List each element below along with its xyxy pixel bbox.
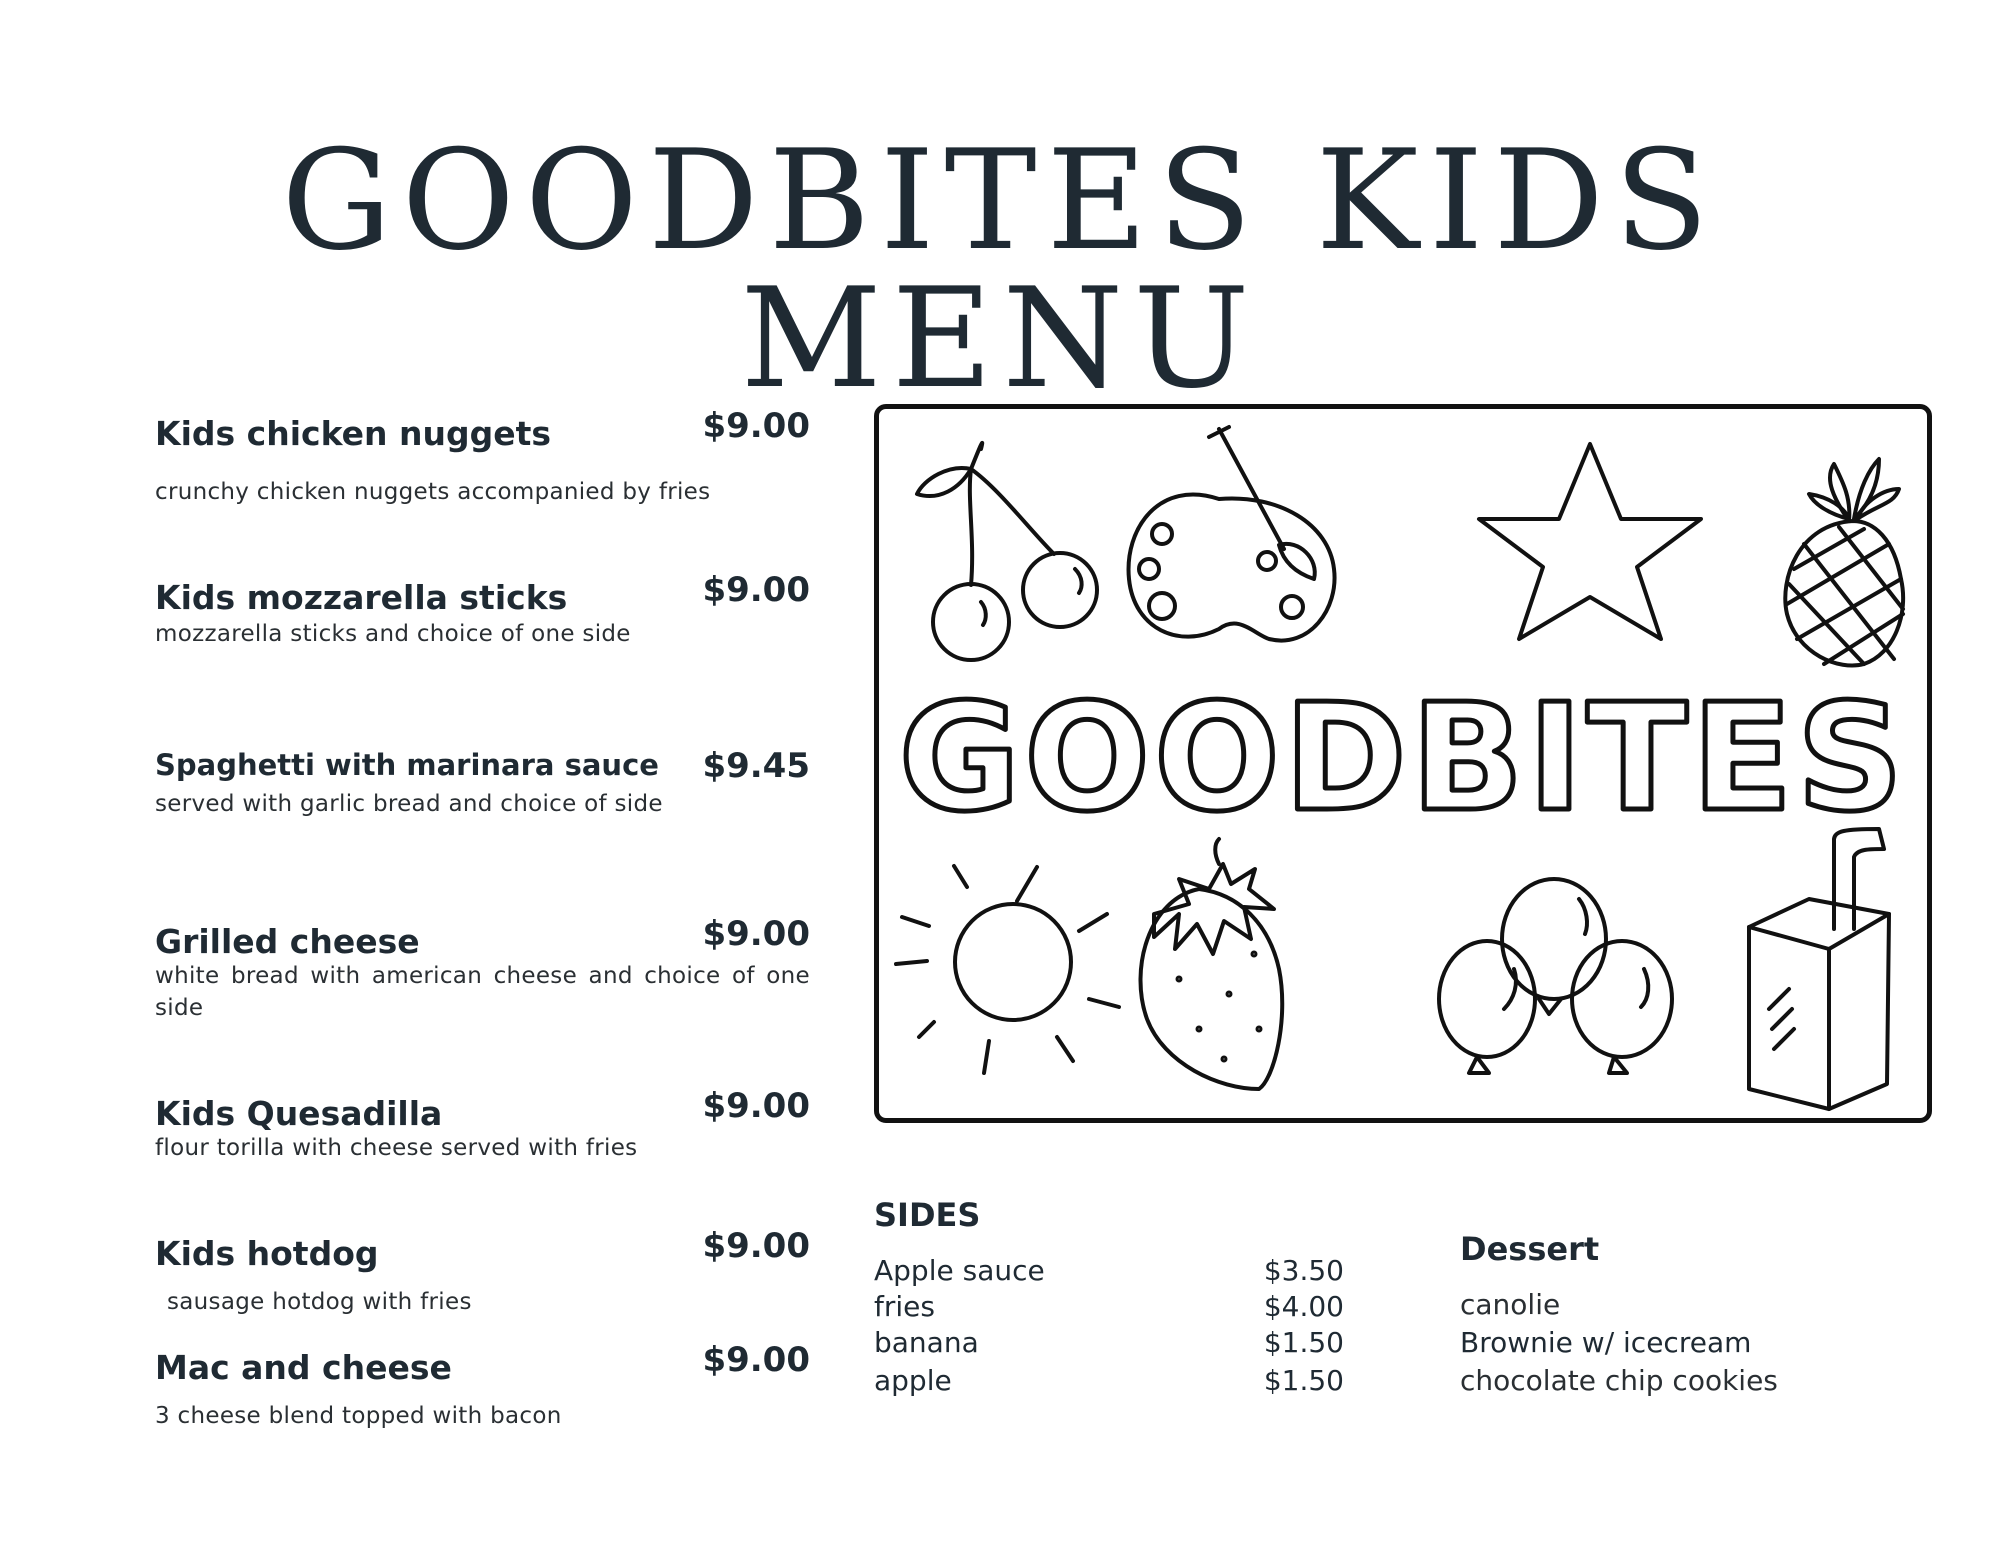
- item-price: $9.00: [702, 1226, 810, 1266]
- item-name: Mac and cheese: [155, 1348, 452, 1387]
- dessert-item: chocolate chip cookies: [1460, 1364, 1778, 1397]
- item-price: $9.00: [702, 406, 810, 446]
- side-name: Apple sauce: [874, 1254, 1045, 1287]
- sun-icon: [896, 866, 1119, 1073]
- dessert-item: Brownie w/ icecream: [1460, 1326, 1752, 1359]
- menu-item: [155, 1226, 810, 1324]
- menu-item: [155, 748, 810, 828]
- star-icon: [1479, 444, 1701, 639]
- logo-text: GOODBITES: [898, 672, 1908, 844]
- item-description: served with garlic bread and choice of side: [155, 791, 663, 817]
- menu-item: [155, 914, 810, 1032]
- strawberry-icon: [1140, 839, 1282, 1089]
- menu-item: [155, 406, 810, 514]
- item-name: Kids hotdog: [155, 1234, 379, 1273]
- item-price: $9.00: [702, 1340, 810, 1380]
- item-name: Kids mozzarella sticks: [155, 578, 568, 617]
- pineapple-icon: [1785, 459, 1903, 666]
- item-description: white bread with american cheese and choice of one side: [155, 963, 810, 1021]
- menu-item: [155, 570, 810, 658]
- side-price: $4.00: [1263, 1290, 1344, 1323]
- item-name: Spaghetti with marinara sauce: [155, 748, 659, 782]
- item-description: flour torilla with cheese served with fries: [155, 1135, 638, 1161]
- menu-item: [155, 1340, 810, 1438]
- side-price: $1.50: [1263, 1364, 1344, 1397]
- item-description: sausage hotdog with fries: [167, 1289, 472, 1315]
- side-name: apple: [874, 1364, 952, 1397]
- item-price: $9.00: [702, 914, 810, 954]
- illustration-box: [874, 404, 1932, 1123]
- dessert-title: Dessert: [1460, 1230, 1600, 1268]
- item-price: $9.45: [702, 746, 810, 786]
- page-title: GOODBITES KIDS MENU: [281, 120, 1719, 419]
- item-name: Kids chicken nuggets: [155, 414, 552, 453]
- palette-icon: [1129, 427, 1335, 641]
- side-name: banana: [874, 1326, 979, 1359]
- balloons-icon: [1439, 879, 1672, 1073]
- item-description: mozzarella sticks and choice of one side: [155, 621, 631, 647]
- side-price: $1.50: [1263, 1326, 1344, 1359]
- side-name: fries: [874, 1290, 935, 1323]
- item-description: crunchy chicken nuggets accompanied by fries: [155, 479, 711, 505]
- dessert-item: canolie: [1460, 1288, 1561, 1321]
- item-name: Kids Quesadilla: [155, 1094, 443, 1133]
- juice-box-icon: [1749, 829, 1889, 1109]
- menu-item: [155, 1086, 810, 1174]
- item-price: $9.00: [702, 1086, 810, 1126]
- item-name: Grilled cheese: [155, 922, 420, 961]
- sides-title: SIDES: [874, 1196, 981, 1234]
- item-price: $9.00: [702, 570, 810, 610]
- side-price: $3.50: [1263, 1254, 1344, 1287]
- cherries-icon: [917, 443, 1097, 660]
- item-description: 3 cheese blend topped with bacon: [155, 1403, 562, 1429]
